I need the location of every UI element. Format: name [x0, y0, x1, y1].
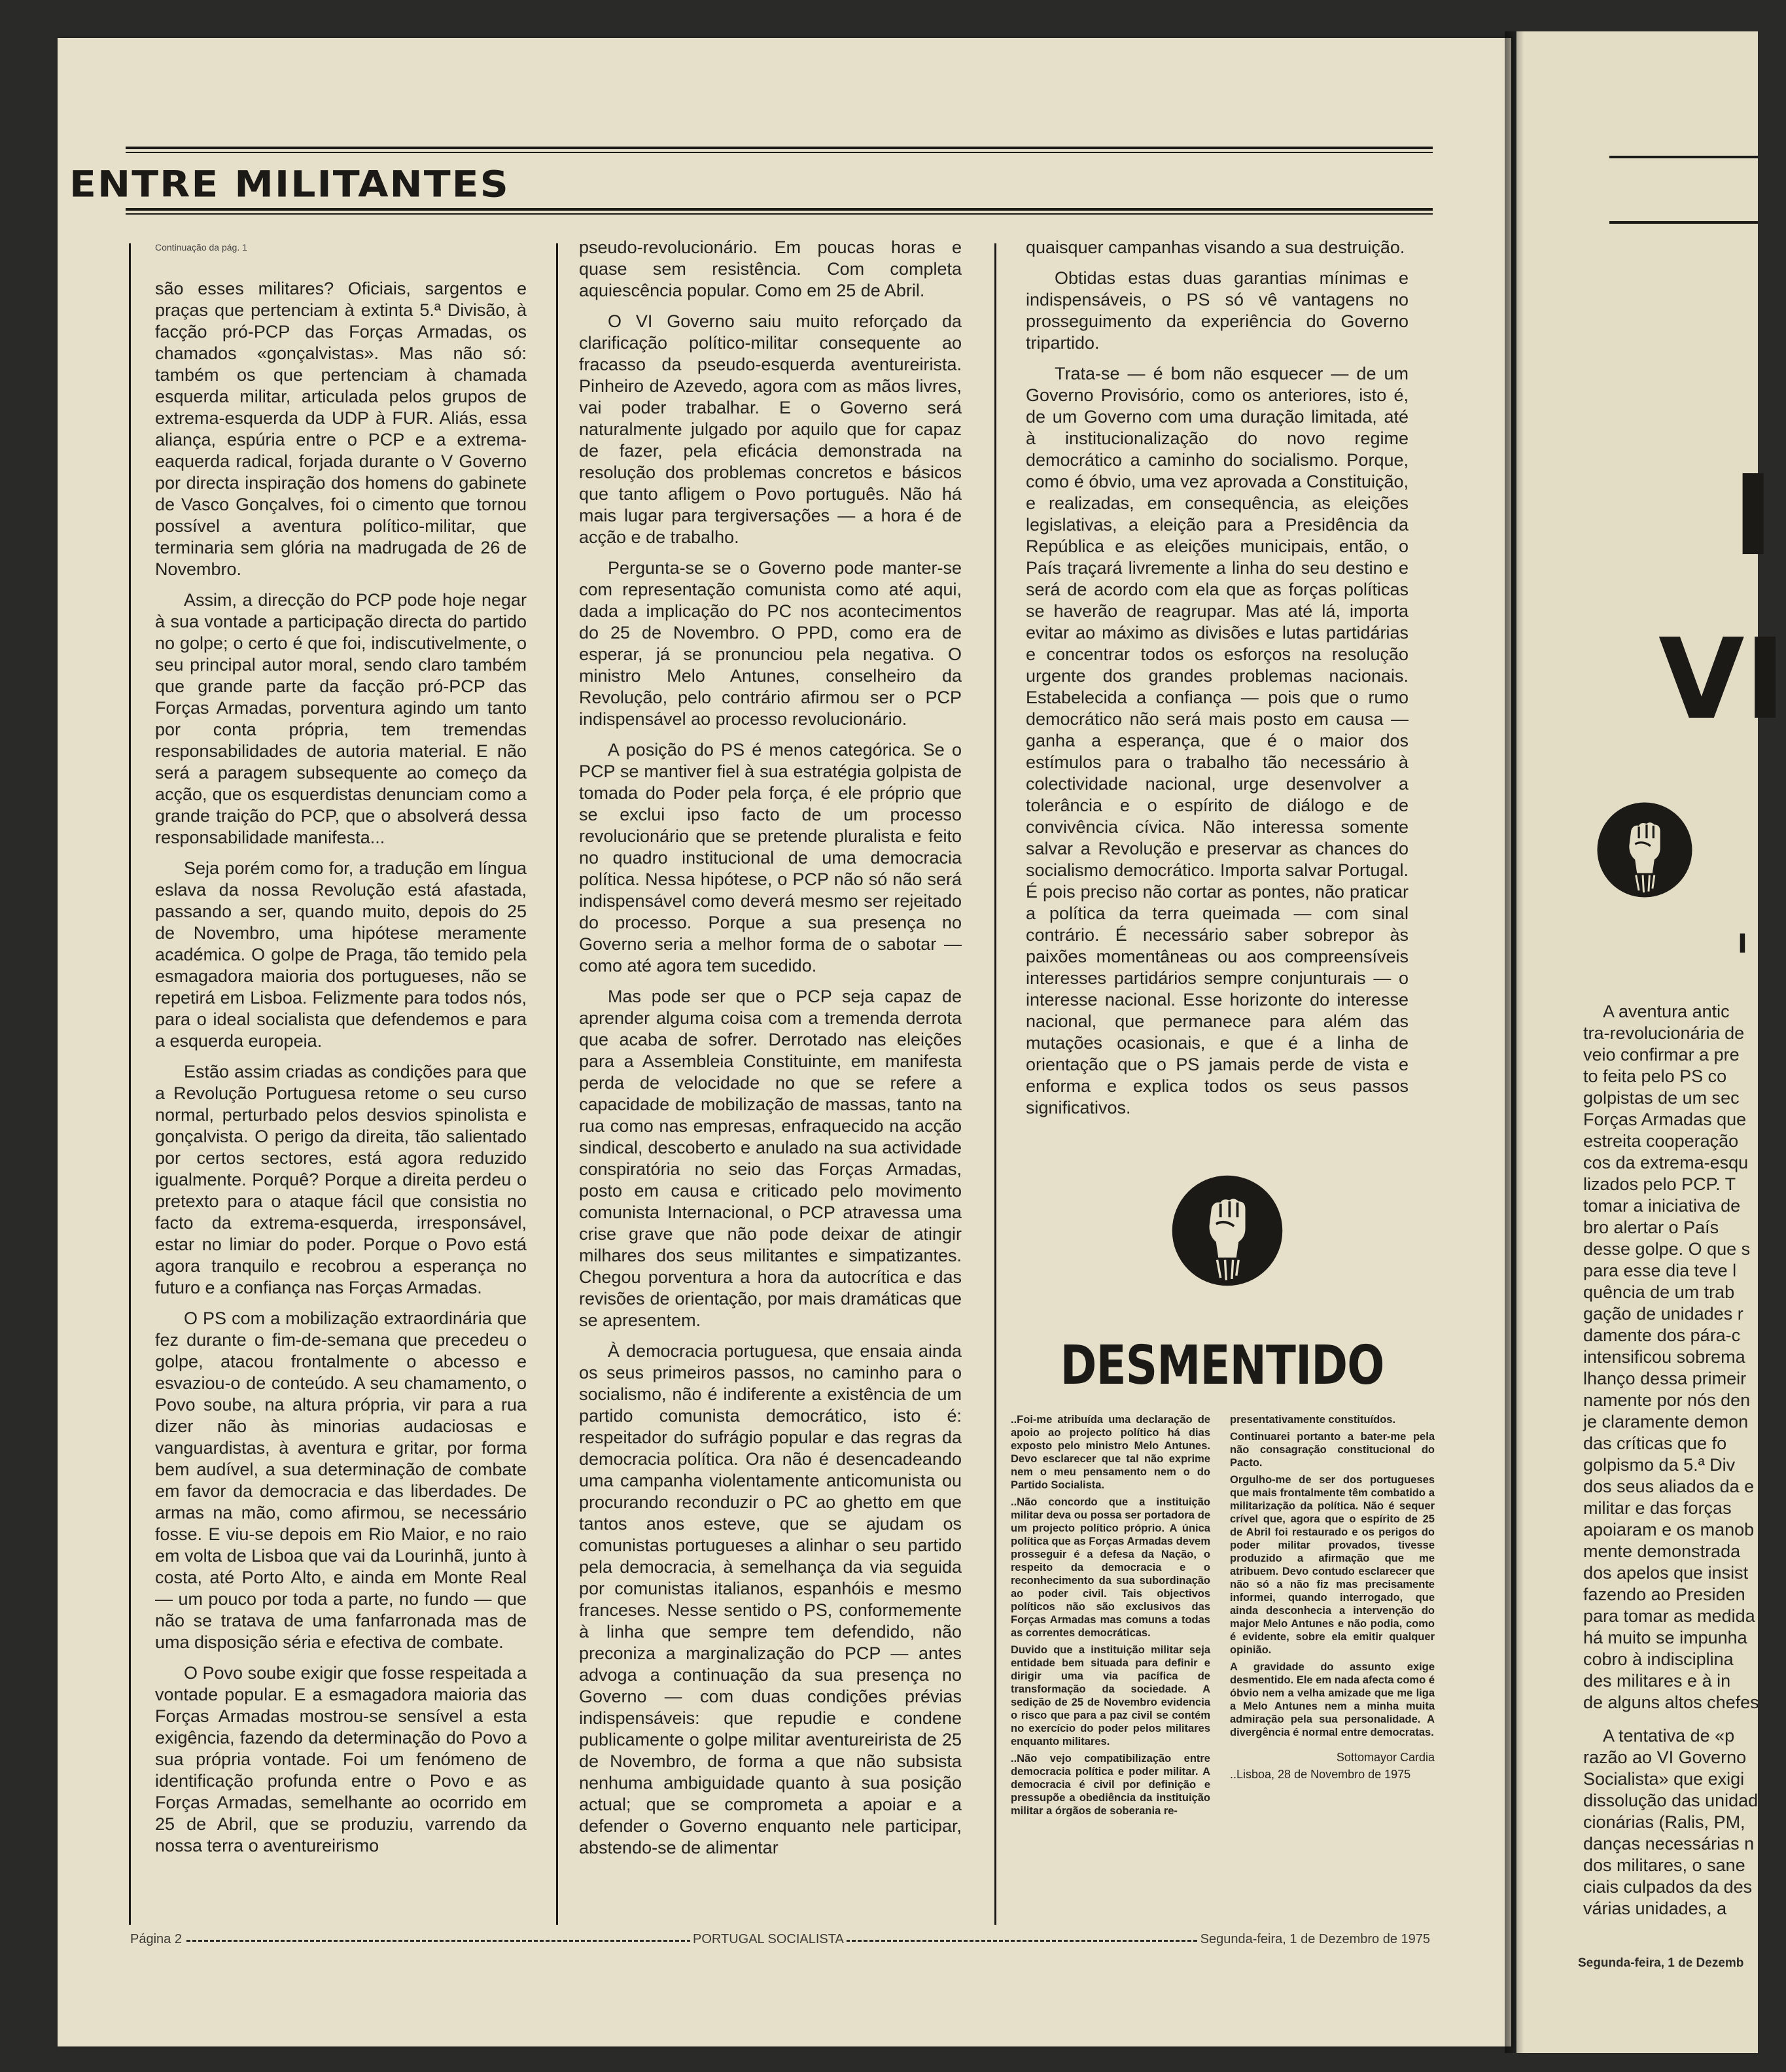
article-paragraph: quaisquer campanhas visando a sua destruição. — [1026, 237, 1405, 257]
header-rule-top-thin — [126, 152, 1433, 153]
desmentido-title: DESMENTIDO — [1060, 1335, 1384, 1397]
column-divider-2 — [994, 243, 996, 1925]
right-page-headline-fragment-2: VI — [1658, 615, 1786, 745]
article-paragraph: pseudo-revolucionário. Em poucas horas e quase sem resistência. Com completa aquiescência popular. Como em 25 de Abril. — [579, 237, 962, 300]
column-divider-1 — [556, 243, 558, 1925]
header-rule-bottom-thin — [126, 213, 1433, 215]
article-paragraph: Seja porém como for, a tradução em língua eslava da nossa Revolução está afastada, passando a ser, quando muito, depois do 25 de Novembro, uma hipótese meramente académica. O golpe de Praga, tão temido pela esmagadora maioria dos portugueses, não se repetirá em Lisboa. Felizmente para todos nós, para o ideal socialista que defendemos e para a esquerda europeia. — [155, 858, 527, 1051]
page-footer — [128, 1932, 1433, 1949]
right-page-headline-fragment-1: I — [1732, 451, 1774, 581]
desmentido-paragraph: ..Não vejo compatibilização entre democracia política e poder militar. A democracia é civil por definição e pressupõe a obediência da instituição militar a órgãos de soberania re- — [1011, 1753, 1210, 1817]
column-divider-left — [129, 243, 131, 1925]
right-page-paragraph-1: A aventura antic tra-revolucionária de veio confirmar a pre to feita pelo PS co golpistas de um sec Forças Armadas que estreita cooperação cos da extrema-esqu lizados pelo PCP. T tomar a iniciativa de bro alertar o País desse golpe. O que s para esse dia teve l quência de um trab gação de unidades r damente dos pára-c intensificou sobrema lhanço dessa primeir namente por nós den je claramente demon das críticas que fo golpismo da 5.ª Div dos seus aliados da e militar e das forças apoiaram e os manob mente demonstrada dos apelos que insist fazendo ao Presiden para tomar as medida há muito se impunha cobro à indisciplina des militares e à in de alguns altos chefes — [1583, 1002, 1759, 1712]
article-column-2 — [579, 237, 962, 1868]
right-page-paragraph-2: A tentativa de «p razão ao VI Governo Socialista» que exigi dissolução das unidad cionárias (Ralis, PM, danças necessárias n dos militares, o sane ciais culpados da des várias unidades, a — [1583, 1726, 1759, 1918]
raised-fist-icon — [1596, 801, 1693, 898]
right-page-rule-top — [1609, 156, 1758, 158]
right-page-mark: I — [1738, 929, 1747, 959]
article-paragraph: Assim, a direcção do PCP pode hoje negar à sua vontade a participação directa do partido no golpe; o certo é que foi, indiscutivelmente, o seu principal autor moral, sendo claro também que grande parte da facção pró-PCP das Forças Armadas, porventura agindo um tanto por conta própria, tem tremendas responsabilidades de autoria material. E não será a paragem subsequente ao começo da acção, que os esquerdistas denunciam como a grande traição do PCP, que o absolverá dessa responsabilidade manifesta... — [155, 590, 527, 847]
footer-publication: PORTUGAL SOCIALISTA — [690, 1932, 847, 1947]
desmentido-paragraph: Duvido que a instituição militar seja entidade bem situada para definir e dirigir uma via pacífica de transformação da sociedade. A sedição de 25 de Novembro evidencia o risco que para a paz civil se contém no exercício do poder pelos militares enquanto militares. — [1011, 1644, 1210, 1747]
article-paragraph: são esses militares? Oficiais, sargentos e praças que pertenciam à extinta 5.ª Divisão, à facção pró-PCP das Forças Armadas, os chamados «gonçalvistas». Mas não só: também os que pertenciam à chamada esquerda militar, articulada pelos grupos de extrema-esquerda da UDP à FUR. Aliás, essa aliança, espúria entre o PCP e a extrema-eaquerda radical, forjada durante o V Governo por directa inspiração dos homens do gabinete de Vasco Gonçalves, foi o cimento que tornou possível a aventura político-militar, que terminaria sem glória na madrugada de 26 de Novembro. — [155, 279, 527, 579]
article-paragraph: A posição do PS é menos categórica. Se o PCP se mantiver fiel à sua estratégia golpista de tomada do Poder pela força, é ele próprio que se exclui ipso facto de um processo revolucionário que se pretende pluralista e feito no quadro institucional de uma democracia política. Nessa hipótese, o PCP não só não será indispensável como deverá mesmo ser rejeitado do processo. Porque a sua presença no Governo seria a melhor forma de o sabotar — como até agora tem sucedido. — [579, 740, 962, 975]
desmentido-column-1 — [1011, 1413, 1210, 1821]
desmentido-paragraph: A gravidade do assunto exige desmentido. Ele em nada afecta como é óbvio nem a velha amizade que me liga a Melo Antunes nem a minha muita admiração pela sua personalidade. A divergência é normal entre democratas. — [1230, 1661, 1435, 1738]
header-rule-bottom — [126, 208, 1433, 211]
page-gutter-shadow — [1505, 31, 1524, 2053]
footer-page-number: Página 2 — [128, 1932, 184, 1947]
continuation-label: Continuação da pág. 1 — [155, 242, 247, 253]
desmentido-paragraph: presentativamente constituídos. — [1230, 1414, 1396, 1426]
article-paragraph: Estão assim criadas as condições para que a Revolução Portuguesa retome o seu curso normal, perturbado pelos desvios spinolista e gonçalvista. O perigo da direita, tão salientado por certos sectores, está agora reduzido igualmente. Porquê? Porque a direita perdeu o pretexto para o ataque fácil que consistia no facto da extrema-esquerda, irresponsável, estar no limiar do poder. Porque o Povo está agora tranquilo e recobrou a esperança no futuro e a confiança nas Forças Armadas. — [155, 1062, 527, 1297]
article-paragraph: O Povo soube exigir que fosse respeitada a vontade popular. E a esmagadora maioria das Forças Armadas mostrou-se sensível a esta exigência, fazendo da determinação do Povo a sua própria vontade. Foi um fenómeno de identificação profunda entre o Povo e as Forças Armadas, semelhante ao ocorrido em 25 de Abril, que se produziu, varrendo da nossa terra o aventureirismo — [155, 1663, 527, 1855]
article-paragraph: Obtidas estas duas garantias mínimas e indispensáveis, o PS só vê vantagens no prosseguimento da experiência do Governo tripartido. — [1026, 268, 1409, 353]
desmentido-paragraph: Continuarei portanto a bater-me pela não consagração constitucional do Pacto. — [1230, 1431, 1435, 1469]
right-page-article — [1583, 1001, 1779, 1931]
desmentido-column-2 — [1230, 1413, 1435, 1785]
section-title: ENTRE MILITANTES — [69, 164, 510, 206]
header-rule-top — [126, 147, 1433, 149]
article-paragraph: O VI Governo saiu muito reforçado da clarificação político-militar consequente ao fracasso da pseudo-esquerda aventureirista. Pinheiro de Azevedo, agora com as mãos livres, vai poder trabalhar. E o Governo será naturalmente julgado por aquilo que for capaz de fazer, pela eficácia demonstrada na resolução dos problemas concretos e básicos que tanto afligem o Povo português. Não há mais lugar para tergiversações — a hora é de acção e de trabalho. — [579, 311, 962, 547]
right-page-footer-date: Segunda-feira, 1 de Dezemb — [1578, 1956, 1744, 1970]
article-column-3 — [1026, 237, 1409, 1128]
right-page-rule-bottom — [1609, 221, 1758, 224]
raised-fist-icon — [1171, 1174, 1284, 1287]
desmentido-signature: Sottomayor Cardia — [1336, 1751, 1435, 1764]
desmentido-paragraph: Orgulho-me de ser dos portugueses que mais frontalmente têm combatido a militarização da política. Não é sequer crível que, agora que o espírito de 25 de Abril foi restaurado e os perigos do poder militar provados, tivesse produzido a afirmação que me atribuem. Devo contudo esclarecer que não só a não fiz mas precisamente informei, quando interrogado, que ainda desconhecia a intervenção do major Melo Antunes e não podia, como é evidente, sobre ela emitir qualquer opinião. — [1230, 1474, 1435, 1656]
article-paragraph: Pergunta-se se o Governo pode manter-se com representação comunista como até aqui, dada a implicação do PC nos acontecimentos do 25 de Novembro. O PPD, como era de esperar, já se pronunciou pela negativa. O ministro Melo Antunes, conselheiro da Revolução, pelo contrário afirmou ser o PCP indispensável ao processo revolucionário. — [579, 558, 962, 729]
desmentido-paragraph: ..Foi-me atribuída uma declaração de apoio ao projecto político há dias exposto pelo ministro Melo Antunes. Devo esclarecer que tal não exprime nem o meu pensamento nem o do Partido Socialista. — [1011, 1414, 1210, 1491]
desmentido-paragraph: ..Não concordo que a instituição militar deva ou possa ser portadora de um projecto político próprio. A única política que as Forças Armadas devem prosseguir é a defesa da Nação, o respeito da democracia e o reconhecimento da sua subordinação ao poder civil. Tais objectivos políticos não são exclusivos das Forças Armadas mas comuns a todas as correntes democráticas. — [1011, 1496, 1210, 1639]
article-paragraph: Mas pode ser que o PCP seja capaz de aprender alguma coisa com a tremenda derrota que acaba de sofrer. Derrotado nas eleições para a Assembleia Constituinte, em manifesta perda de velocidade no que se refere a capacidade de mobilização de massas, tanto na rua como nas empresas, enfraquecido na acção sindical, descoberto e anulado na sua actividade conspiratória no seio das Forças Armadas, posto em causa e criticado pelo movimento comunista Internacional, o PCP atravessa uma crise grave que não pode deixar de atingir milhares dos seus militantes e simpatizantes. Chegou porventura a hora da autocrítica e das revisões de orientação, por mais dramáticas que se apresentem. — [579, 987, 962, 1330]
article-paragraph: À democracia portuguesa, que ensaia ainda os seus primeiros passos, no caminho para o socialismo, não é indiferente a existência de um partido comunista democrático, isto é: respeitador do sufrágio popular e das regras da democracia política. Ora não é desencadeando uma campanha violentamente anticomunista ou procurando reconduzir o PC ao ghetto em que tantos anos esteve, que se ajudam os comunistas portugueses a alinhar o seu partido pela democracia, à semelhança da via seguida por comunistas italianos, espanhóis e mesmo franceses. Nesse sentido o PS, conformemente à linha que sempre tem defendido, não preconiza a marginalização do PCP — antes advoga a continuação da sua presença no Governo — com duas condições prévias indispensáveis: que repudie e condene publicamente o golpe militar aventureirista de 25 de Novembro, de forma a que não subsista nenhuma ambiguidade quanto à sua posição actual; que se comprometa a apoiar e a defender o Governo enquanto nele participar, abstendo-se de alimentar — [579, 1341, 962, 1857]
article-paragraph: O PS com a mobilização extraordinária que fez durante o fim-de-semana que precedeu o golpe, atacou frontalmente o abcesso e esvaziou-o de conteúdo. A seu chamamento, o Povo soube, na altura própria, vir para a rua dizer não às minorias audaciosas e vanguardistas, à aventura e gritar, por forma bem audível, a sua determinação de combate em favor da democracia e das liberdades. De armas na mão, como afirmou, se necessário fosse. E viu-se depois em Rio Maior, e no raio em volta de Lisboa que vai da Lourinhã, junto à costa, até Porto Alto, e ainda em Monte Real — um pouco por toda a parte, no fundo — que não se tratava de uma fanfarronada mas de uma disposição séria e efectiva de combate. — [155, 1308, 527, 1652]
footer-date: Segunda-feira, 1 de Dezembro de 1975 — [1198, 1932, 1433, 1947]
article-column-1 — [155, 237, 527, 1866]
article-paragraph: Trata-se — é bom não esquecer — de um Governo Provisório, como os anteriores, isto é, de um Governo com uma duração limitada, até à institucionalização do novo regime democrático a caminho do socialismo. Porque, como é óbvio, uma vez aprovada a Constituição, e realizadas, em consequência, as eleições legislativas, a eleição para a Presidência da República e as eleições municipais, então, o País traçará livremente a linha do seu destino e será de acordo com ela que as forças políticas se haverão de reagrupar. Mas até lá, importa evitar ao máximo as divisões e lutas partidárias e concentrar todos os esforços na resolução urgente dos grandes problemas nacionais. Estabelecida a confiança — pois que o rumo democrático não será mais posto em causa — ganha a esperança, que é o maior dos estímulos para o trabalho tão necessário à colectividade nacional, urge desenvolver a tolerância e o espírito de diálogo e de convivência cívica. Não interessa somente salvar a Revolução e preservar as chances do socialismo democrático. Importa salvar Portugal. É pois preciso não cortar as pontes, não praticar a política da terra queimada — com sinal contrário. É necessário saber sobrepor às paixões momentâneas ou aos compreensíveis interesses partidários sempre conjunturais — o interesse nacional. Esse horizonte do interesse nacional, que permanece para além das mutações ocasionais, e que é a linha de orientação que o PS jamais perde de vista e enforma e explica todos os seus passos significativos. — [1026, 364, 1409, 1117]
desmentido-dateline: ..Lisboa, 28 de Novembro de 1975 — [1230, 1768, 1411, 1781]
